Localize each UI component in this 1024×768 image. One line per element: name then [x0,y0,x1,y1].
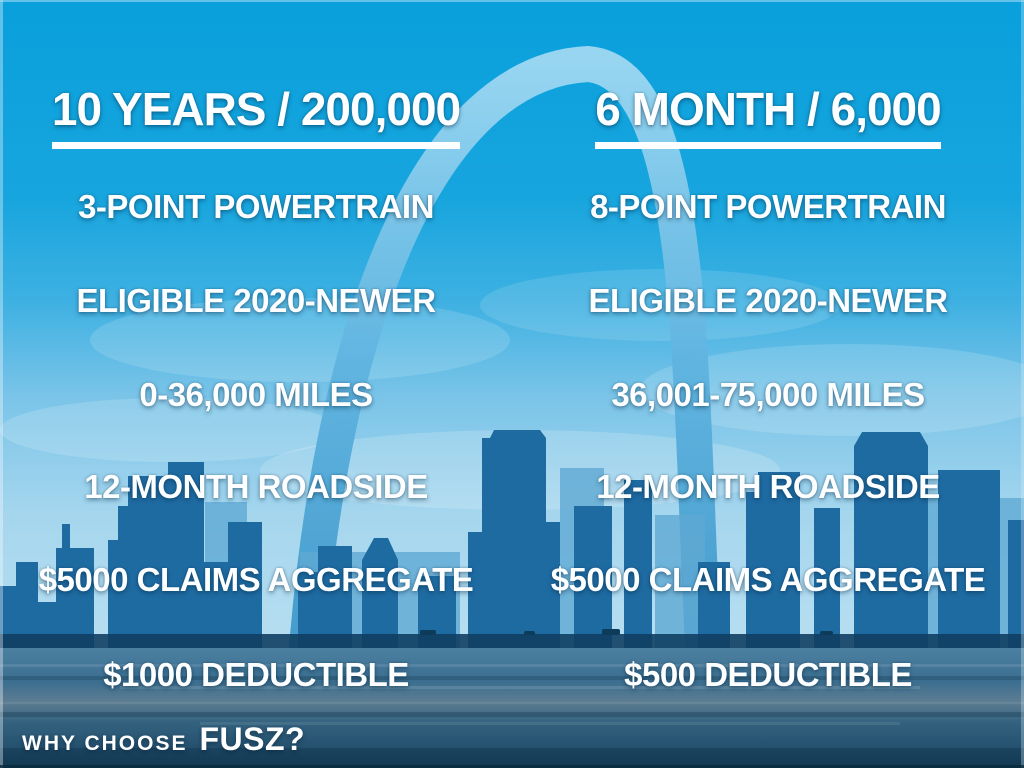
plan-header-text: 6 MONTH / 6,000 [595,86,940,149]
plan-feature: ELIGIBLE 2020-NEWER [588,282,948,319]
plan-header-text: 10 YEARS / 200,000 [52,86,460,149]
plan-header-10yr [0,83,512,149]
plan-feature: 8-POINT POWERTRAIN [590,188,946,225]
plan-header-6mo [512,83,1024,149]
plan-feature: 12-MONTH ROADSIDE [596,468,940,505]
plan-feature: ELIGIBLE 2020-NEWER [76,282,436,319]
plan-feature: 0-36,000 MILES [139,376,373,413]
plan-feature: $5000 CLAIMS AGGREGATE [38,561,474,598]
plan-feature: 36,001-75,000 MILES [611,376,925,413]
plan-feature: $1000 DEDUCTIBLE [103,656,409,693]
plan-feature: 12-MONTH ROADSIDE [84,468,428,505]
brand-tagline [22,721,305,758]
brand-name: FUSZ? [199,721,306,757]
plan-feature: $5000 CLAIMS AGGREGATE [550,561,986,598]
plan-feature: 3-POINT POWERTRAIN [78,188,434,225]
plan-feature: $500 DEDUCTIBLE [624,656,912,693]
plan-column-6mo [512,0,1024,768]
tagline-prefix: WHY CHOOSE [22,732,188,755]
